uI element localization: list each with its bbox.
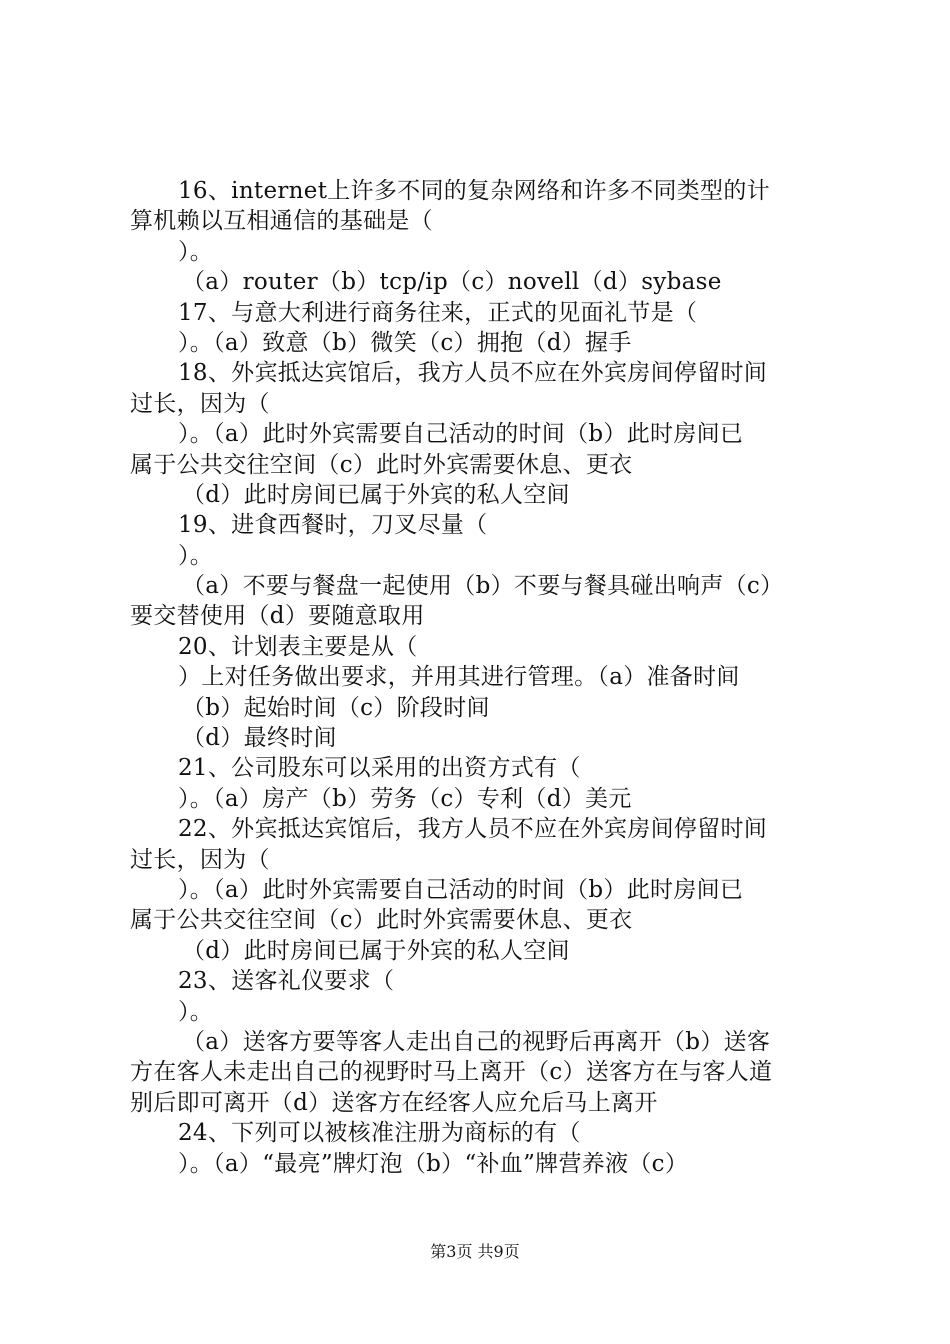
text-line: 17、与意大利进行商务往来，正式的见面礼节是（ xyxy=(178,299,698,326)
text-line: 算机赖以互相通信的基础是（ xyxy=(130,208,433,235)
page-footer: 第3页 共9页 xyxy=(430,1242,520,1261)
text-line: 方在客人未走出自己的视野时马上离开（c）送客方在与客人道 xyxy=(130,1059,773,1086)
text-line: （d）此时房间已属于外宾的私人空间 xyxy=(182,481,570,508)
text-line: 18、外宾抵达宾馆后，我方人员不应在外宾房间停留时间 xyxy=(178,360,768,387)
text-line: 要交替使用（d）要随意取用 xyxy=(130,603,425,630)
text-line: ）。（a）“最亮”牌灯泡（b）“补血”牌营养液（c） xyxy=(178,1150,689,1177)
text-line: ）。（a）房产（b）劳务（c）专利（d）美元 xyxy=(178,785,632,812)
text-line: 21、公司股东可以采用的出资方式有（ xyxy=(178,755,581,782)
text-line: （a）router（b）tcp/ip（c）novell（d）sybase xyxy=(182,269,722,296)
text-line: ）。 xyxy=(178,542,214,569)
text-line: 属于公共交往空间（c）此时外宾需要休息、更衣 xyxy=(130,451,633,478)
text-line: 别后即可离开（d）送客方在经客人应允后马上离开 xyxy=(130,1089,658,1116)
text-line: 24、下列可以被核准注册为商标的有（ xyxy=(178,1120,581,1147)
text-line: 过长，因为（ xyxy=(130,390,270,417)
text-line: ）。（a）此时外宾需要自己活动的时间（b）此时房间已 xyxy=(178,421,744,448)
text-line: 16、internet上许多不同的复杂网络和许多不同类型的计 xyxy=(178,178,770,204)
text-line: ）。（a）此时外宾需要自己活动的时间（b）此时房间已 xyxy=(178,876,744,903)
text-line: 23、送客礼仪要求（ xyxy=(178,968,395,995)
text-line: （d）最终时间 xyxy=(182,725,337,752)
text-line: （d）此时房间已属于外宾的私人空间 xyxy=(182,937,570,964)
text-line: （a）送客方要等客人走出自己的视野后再离开（b）送客 xyxy=(182,1028,771,1055)
document-body xyxy=(130,176,835,1179)
text-line: ）上对任务做出要求，并用其进行管理。（a）准备时间 xyxy=(178,664,740,691)
text-line: 22、外宾抵达宾馆后，我方人员不应在外宾房间停留时间 xyxy=(178,816,768,843)
text-line: 过长，因为（ xyxy=(130,846,270,873)
text-line: 20、计划表主要是从（ xyxy=(178,633,418,660)
text-line: （b）起始时间（c）阶段时间 xyxy=(182,694,490,721)
text-line: 属于公共交往空间（c）此时外宾需要休息、更衣 xyxy=(130,907,633,934)
text-line: 19、进食西餐时，刀叉尽量（ xyxy=(178,512,488,539)
text-line: ）。（a）致意（b）微笑（c）拥抱（d）握手 xyxy=(178,329,632,356)
text-line: ）。 xyxy=(178,998,214,1025)
text-line: ）。 xyxy=(178,238,214,265)
text-line: （a）不要与餐盘一起使用（b）不要与餐具碰出响声（c） xyxy=(182,573,784,600)
